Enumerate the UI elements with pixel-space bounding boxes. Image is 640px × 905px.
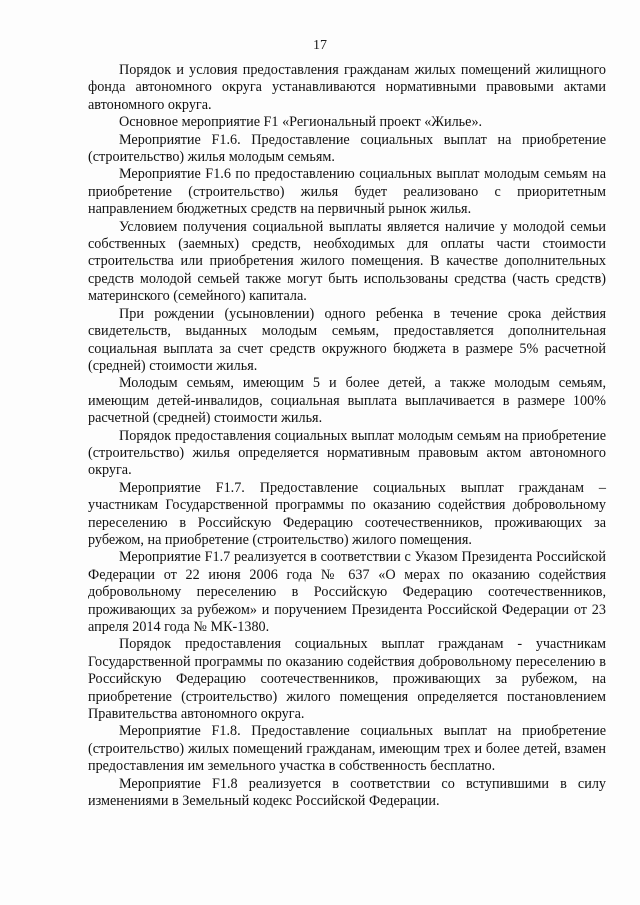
paragraph: Порядок предоставления социальных выплат гражданам - участникам Государственной программы по оказанию содействия добровольному переселению в Российскую Федерацию соотечественников, проживающих за рубежом, на приобретение (строительство) жилого помещения определяется постановлением Правительства автономного округа.	[88, 636, 606, 723]
paragraph: Порядок предоставления социальных выплат молодым семьям на приобретение (строительство) жилья определяется нормативным правовым актом автономного округа.	[88, 427, 606, 479]
paragraph: Порядок и условия предоставления гражданам жилых помещений жилищного фонда автономного округа устанавливаются нормативными правовыми актами автономного округа.	[88, 62, 606, 113]
paragraph: Основное мероприятие F1 «Региональный проект «Жилье».	[119, 114, 483, 131]
paragraph: Мероприятие F1.7. Предоставление социальных выплат гражданам – участникам Государственной программы по оказанию содействия добровольному переселению в Российскую Федерацию соотечественников, проживающих за рубежом, на приобретение (строительство) жилого помещения.	[88, 479, 606, 548]
paragraph: Мероприятие F1.6 по предоставлению социальных выплат молодым семьям на приобретение (строительство) жилья будет реализовано с приоритетным направлением бюджетных средств на первичный рынок жилья.	[88, 166, 606, 218]
page-number: 17	[313, 38, 327, 53]
paragraph: Мероприятие F1.6. Предоставление социальных выплат на приобретение (строительство) жилья молодым семьям.	[88, 131, 606, 166]
document-body	[88, 62, 606, 810]
paragraph: Мероприятие F1.8. Предоставление социальных выплат на приобретение (строительство) жилых помещений гражданам, имеющим трех и более детей, взамен предоставления им земельного участка в собственность бесплатно.	[88, 723, 606, 775]
paragraph: Мероприятие F1.8 реализуется в соответствии со вступившими в силу изменениями в Земельный кодекс Российской Федерации.	[88, 775, 606, 810]
paragraph: Мероприятие F1.7 реализуется в соответствии с Указом Президента Российской Федерации от 22 июня 2006 года № 637 «О мерах по оказанию содействия добровольному переселению в Российскую Федерацию соотечественников, проживающих за рубежом» и поручением Президента Российской Федерации от 23 апреля 2014 года № МК-1380.	[88, 549, 606, 635]
paragraph: При рождении (усыновлении) одного ребенка в течение срока действия свидетельств, выданных молодым семьям, предоставляется дополнительная социальная выплата за счет средств окружного бюджета в размере 5% расчетной (средней) стоимости жилья.	[88, 305, 606, 374]
paragraph: Условием получения социальной выплаты является наличие у молодой семьи собственных (заемных) средств, необходимых для оплаты части стоимости строительства или приобретения жилого помещения. В качестве дополнительных средств молодой семьей также могут быть использованы средства (часть средств) материнского (семейного) капитала.	[88, 218, 606, 305]
paragraph: Молодым семьям, имеющим 5 и более детей, а также молодым семьям, имеющим детей-инвалидов, социальная выплата выплачивается в размере 100% расчетной (средней) стоимости жилья.	[88, 375, 606, 427]
